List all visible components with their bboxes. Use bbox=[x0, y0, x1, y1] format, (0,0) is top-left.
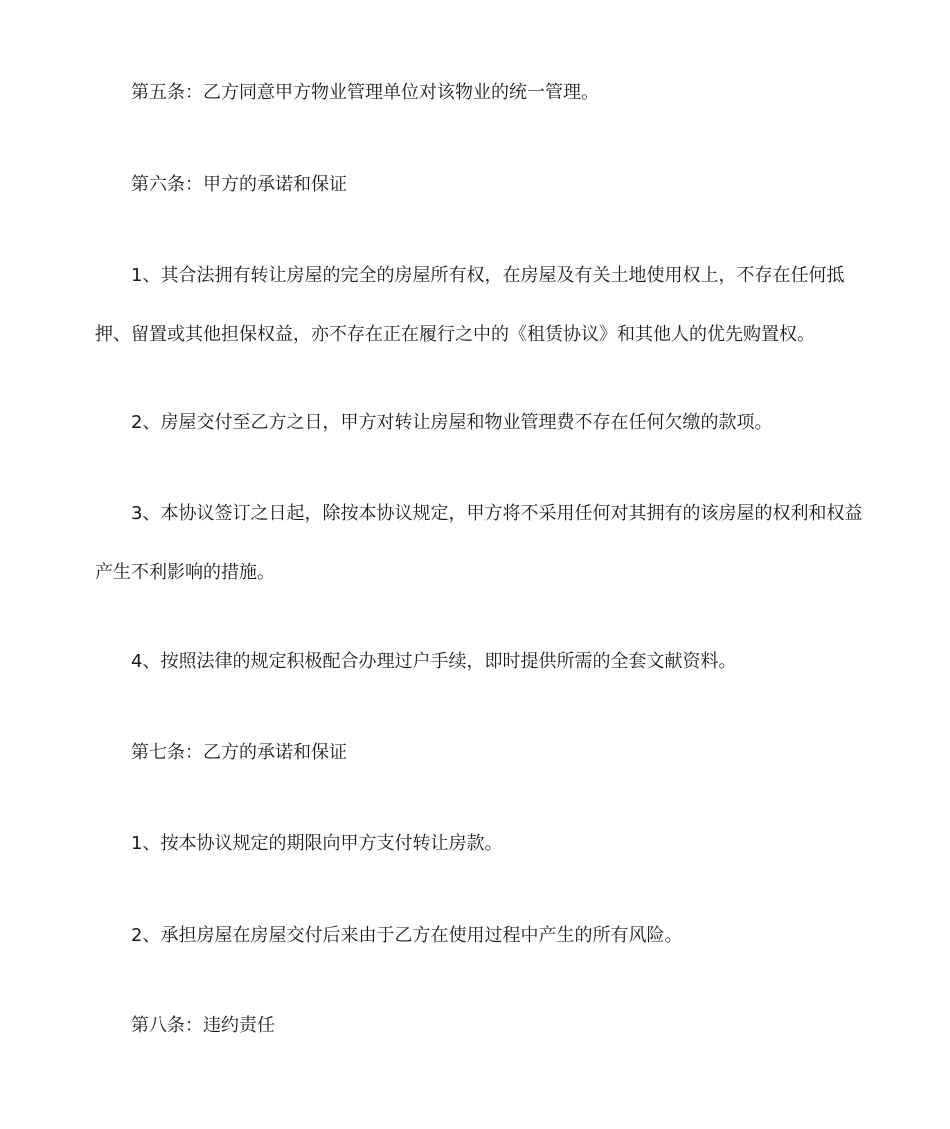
article-8-heading: 第八条：违约责任 bbox=[131, 1015, 275, 1036]
article-7-item-2: 2、承担房屋在房屋交付后来由于乙方在使用过程中产生的所有风险。 bbox=[131, 925, 683, 946]
article-6-heading: 第六条：甲方的承诺和保证 bbox=[131, 174, 347, 195]
article-5-clause: 第五条：乙方同意甲方物业管理单位对该物业的统一管理。 bbox=[131, 82, 599, 103]
article-6-item-4: 4、按照法律的规定积极配合办理过户手续，即时提供所需的全套文献资料。 bbox=[131, 651, 737, 672]
article-6-item-2: 2、房屋交付至乙方之日，甲方对转让房屋和物业管理费不存在任何欠缴的款项。 bbox=[131, 412, 773, 433]
article-7-item-1: 1、按本协议规定的期限向甲方支付转让房款。 bbox=[131, 833, 503, 854]
article-6-item-1: 1、其合法拥有转让房屋的完全的房屋所有权，在房屋及有关土地使用权上，不存在任何抵押、留置或其他担保权益，亦不存在正在履行之中的《租赁协议》和其他人的优先购置权。 bbox=[95, 265, 845, 345]
article-7-heading: 第七条：乙方的承诺和保证 bbox=[131, 742, 347, 763]
article-6-item-3: 3、本协议签订之日起，除按本协议规定，甲方将不采用任何对其拥有的该房屋的权利和权益产生不利影响的措施。 bbox=[95, 503, 863, 583]
